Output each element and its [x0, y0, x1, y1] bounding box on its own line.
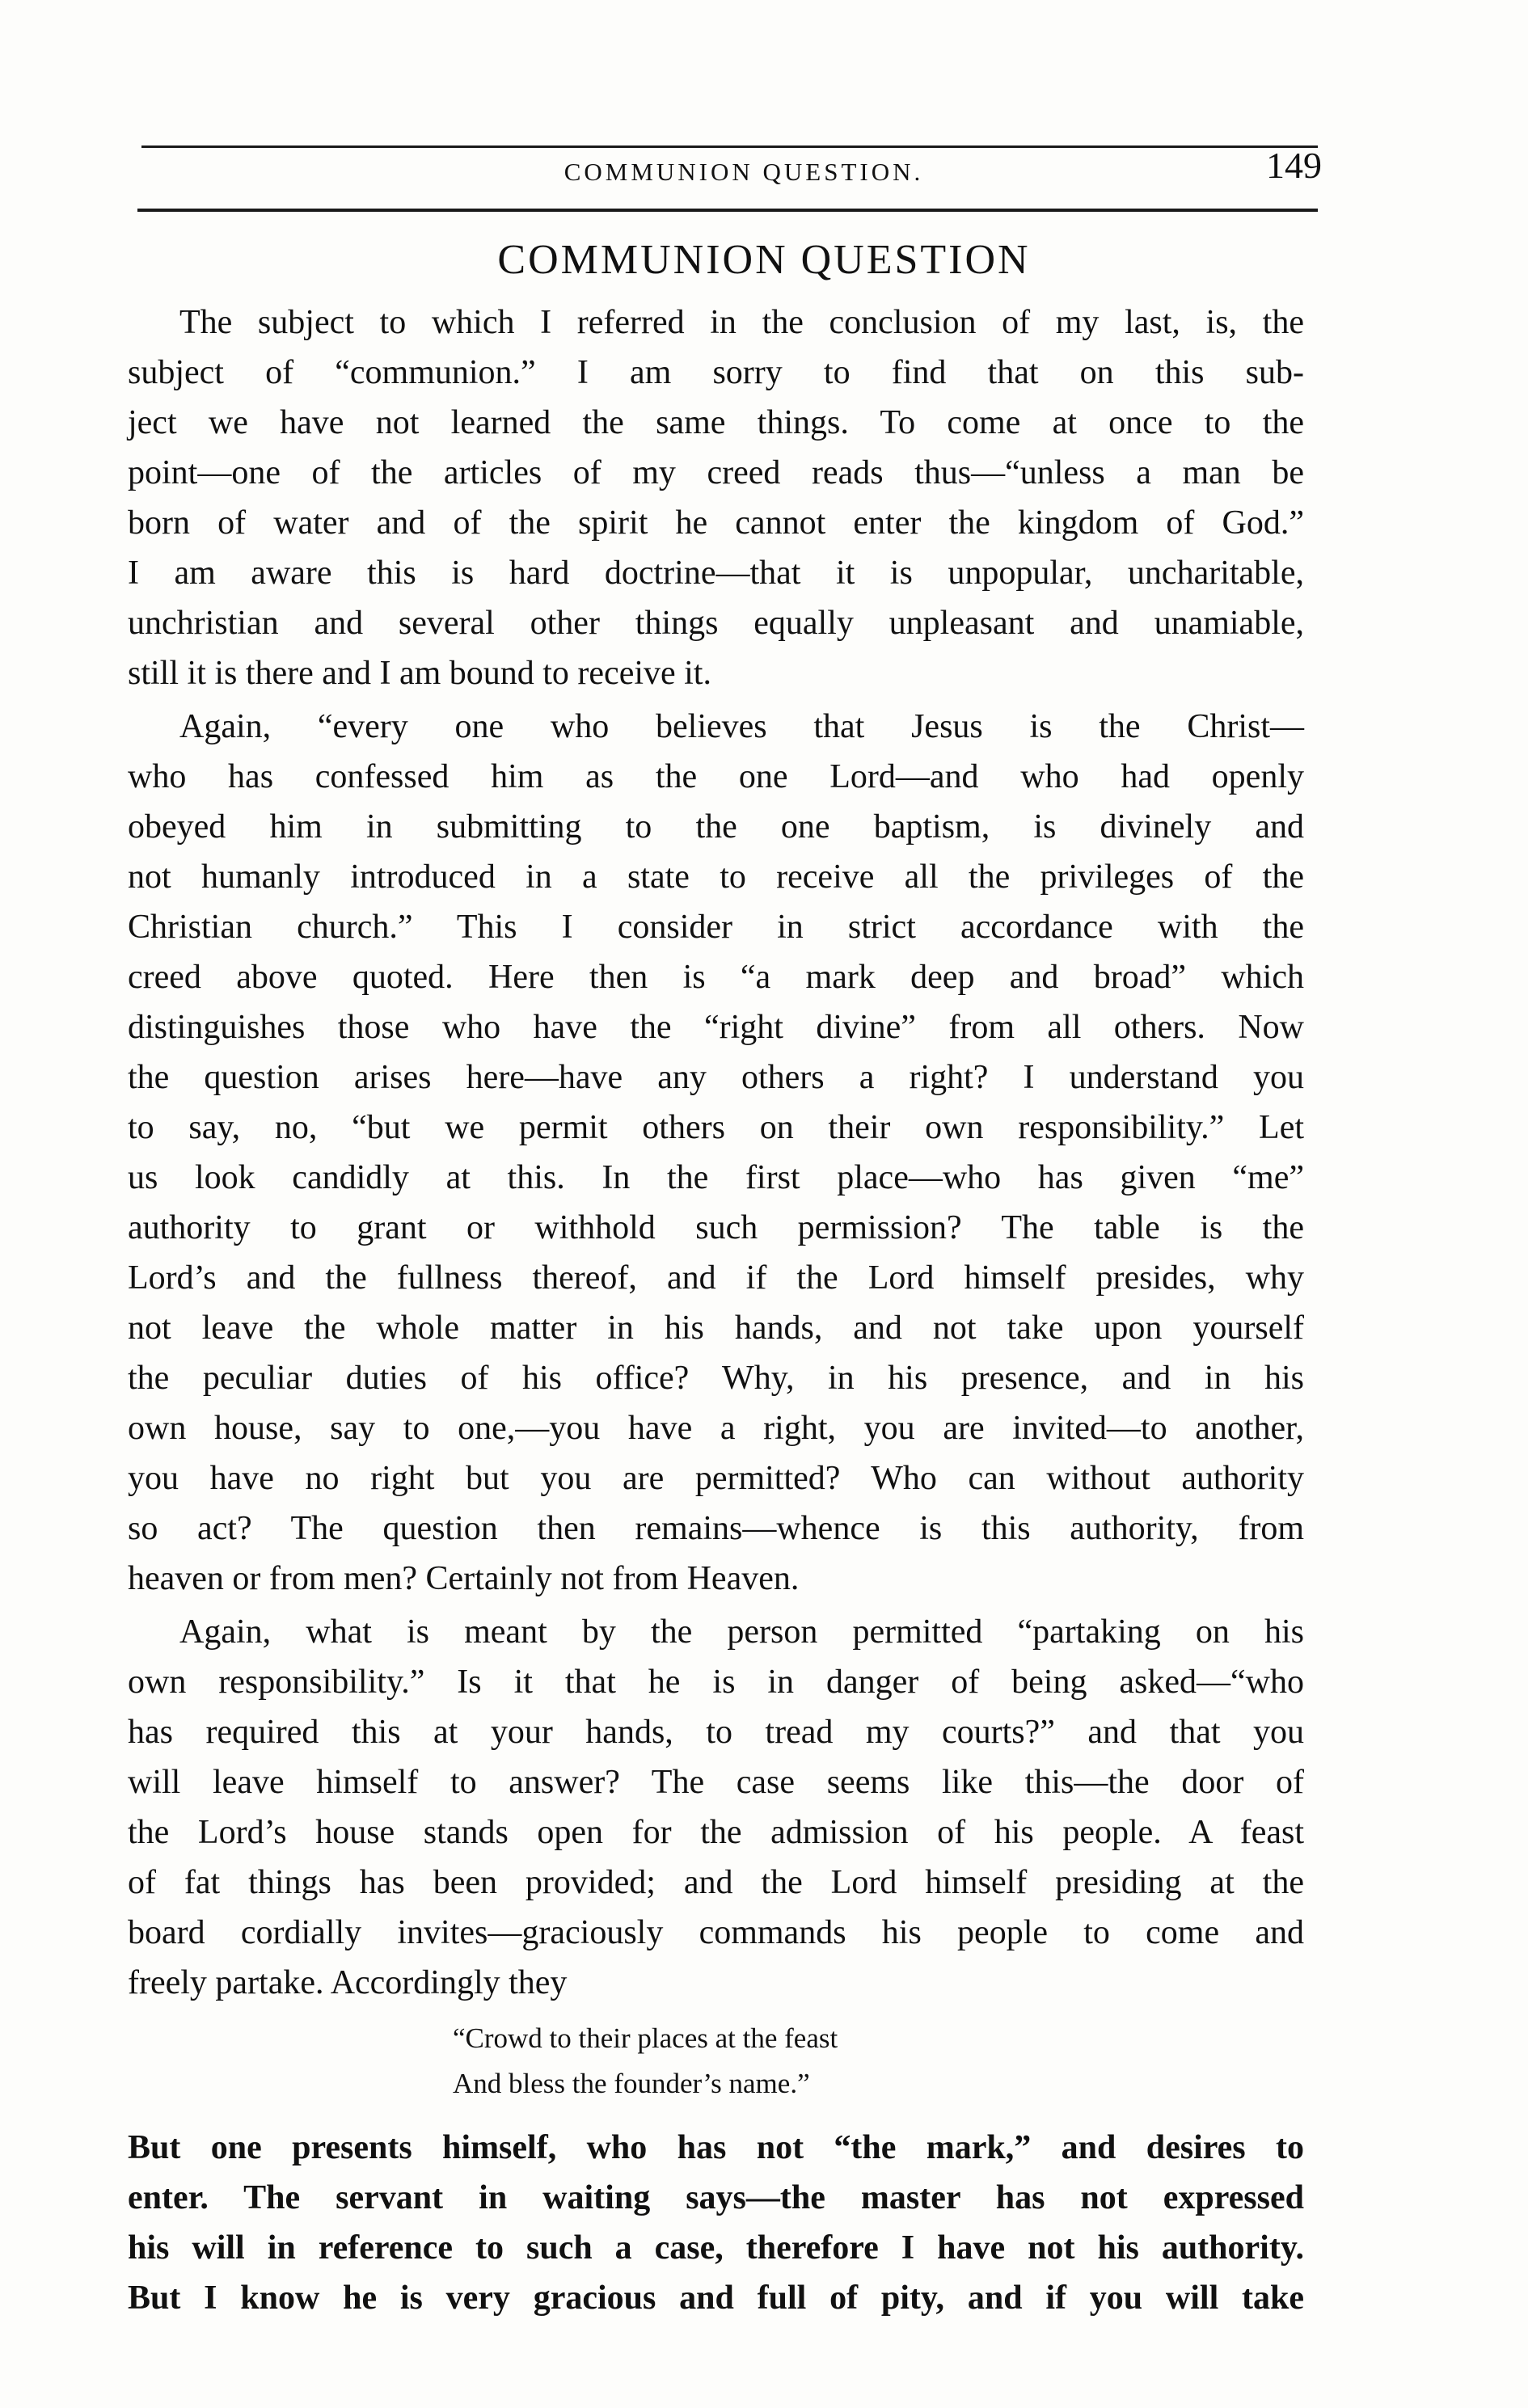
text-line: obeyed him in submitting to the one baptism, is divinely and	[128, 808, 1304, 846]
text-line: the peculiar duties of his office? Why, in his presence, and in his	[128, 1360, 1304, 1397]
text-line: to say, no, “but we permit others on their own responsibility.” Let	[128, 1109, 1304, 1146]
text-line: subject of “communion.” I am sorry to find that on this sub-	[128, 354, 1304, 391]
text-line: has required this at your hands, to tread my courts?” and that you	[128, 1714, 1304, 1751]
article-title: COMMUNION QUESTION	[497, 237, 1031, 283]
text-line: Lord’s and the fullness thereof, and if the Lord himself presides, why	[128, 1259, 1304, 1297]
verse-line: “Crowd to their places at the feast	[453, 2022, 838, 2054]
text-line: I am aware this is hard doctrine—that it is unpopular, uncharitable,	[128, 555, 1304, 592]
text-line: the question arises here—have any others a right? I understand you	[128, 1059, 1304, 1096]
page-number: 149	[1266, 145, 1322, 186]
text-line: unchristian and several other things equally unpleasant and unamiable,	[128, 605, 1304, 642]
text-line: Again, what is meant by the person permitted “partaking on his	[179, 1613, 1304, 1651]
text-line: his will in reference to such a case, therefore I have not his authority.	[128, 2229, 1304, 2267]
text-line: the Lord’s house stands open for the admission of his people. A feast	[128, 1814, 1304, 1851]
text-line: still it is there and I am bound to receive it.	[128, 655, 711, 692]
text-line: own house, say to one,—you have a right, you are invited—to another,	[128, 1410, 1304, 1447]
text-line: own responsibility.” Is it that he is in danger of being asked—“who	[128, 1664, 1304, 1701]
running-head: COMMUNION QUESTION.	[564, 158, 924, 186]
text-line: freely partake. Accordingly they	[128, 1964, 568, 2001]
text-line: will leave himself to answer? The case seems like this—the door of	[128, 1764, 1304, 1801]
text-line: not humanly introduced in a state to receive all the privileges of the	[128, 858, 1304, 896]
text-line: board cordially invites—graciously commands his people to come and	[128, 1914, 1304, 1951]
text-line: The subject to which I referred in the conclusion of my last, is, the	[179, 304, 1304, 341]
text-line: heaven or from men? Certainly not from Heaven.	[128, 1560, 800, 1597]
text-line: But one presents himself, who has not “the mark,” and desires to	[128, 2129, 1304, 2166]
text-line: Christian church.” This I consider in strict accordance with the	[128, 909, 1304, 946]
verse-line: And bless the founder’s name.”	[453, 2068, 810, 2099]
text-line: creed above quoted. Here then is “a mark deep and broad” which	[128, 959, 1304, 996]
text-line: who has confessed him as the one Lord—and who had openly	[128, 758, 1304, 795]
text-line: enter. The servant in waiting says—the master has not expressed	[128, 2179, 1304, 2216]
text-line: distinguishes those who have the “right divine” from all others. Now	[128, 1009, 1304, 1046]
text-line: so act? The question then remains—whence is this authority, from	[128, 1510, 1304, 1547]
text-line: not leave the whole matter in his hands, and not take upon yourself	[128, 1309, 1304, 1347]
header-rule-top	[141, 145, 1318, 148]
text-line: point—one of the articles of my creed reads thus—“unless a man be	[128, 454, 1304, 491]
header-rule-bottom	[137, 209, 1318, 212]
text-line: Again, “every one who believes that Jesus is the Christ—	[179, 708, 1304, 745]
text-line: But I know he is very gracious and full of pity, and if you will take	[128, 2279, 1304, 2317]
text-line: us look candidly at this. In the first place—who has given “me”	[128, 1159, 1304, 1196]
text-line: ject we have not learned the same things. To come at once to the	[128, 404, 1304, 441]
text-line: born of water and of the spirit he cannot enter the kingdom of God.”	[128, 504, 1304, 542]
text-line: authority to grant or withhold such permission? The table is the	[128, 1209, 1304, 1246]
text-line: of fat things has been provided; and the Lord himself presiding at the	[128, 1864, 1304, 1901]
text-line: you have no right but you are permitted? Who can without authority	[128, 1460, 1304, 1497]
